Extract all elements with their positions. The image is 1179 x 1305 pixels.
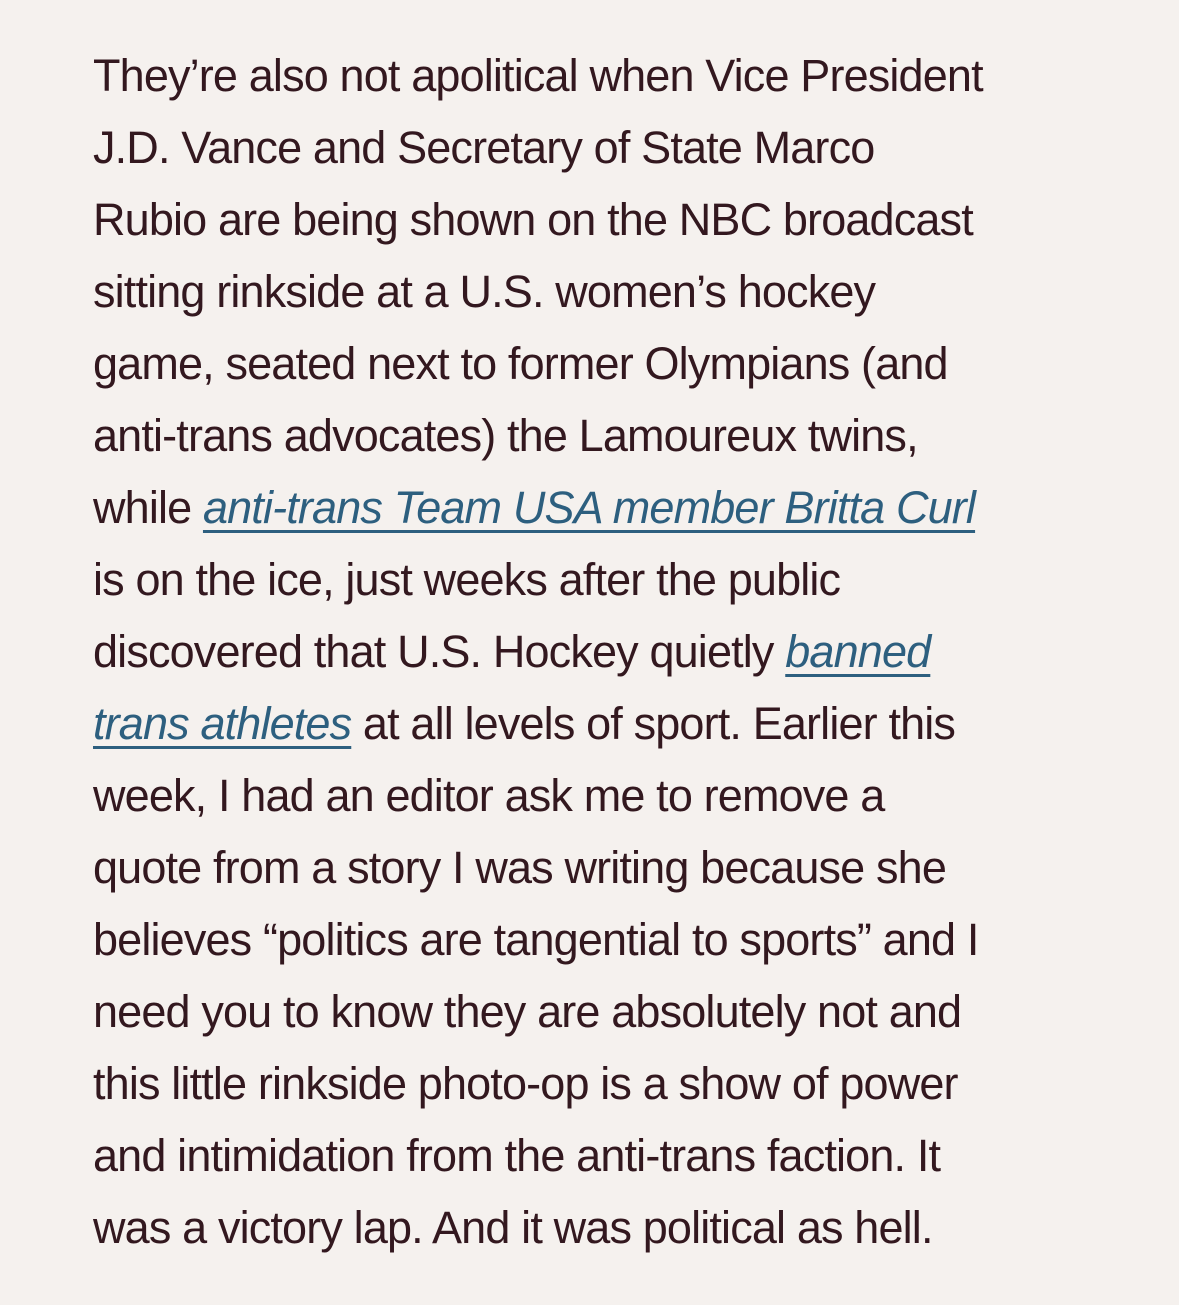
- text-line: [93, 832, 1179, 904]
- text-line: [93, 40, 1179, 112]
- text-segment: this little rinkside photo-op is a show of power: [93, 1058, 958, 1109]
- text-segment: while: [93, 482, 203, 533]
- text-segment: quote from a story I was writing because she: [93, 842, 947, 893]
- text-segment: week, I had an editor ask me to remove a: [93, 770, 885, 821]
- text-line: [93, 616, 1179, 688]
- text-line: [93, 904, 1179, 976]
- text-segment: Rubio are being shown on the NBC broadcast: [93, 194, 973, 245]
- banned-trans-athletes-link[interactable]: trans athletes: [93, 698, 352, 749]
- text-segment: sitting rinkside at a U.S. women’s hockey: [93, 266, 876, 317]
- text-segment: J.D. Vance and Secretary of State Marco: [93, 122, 875, 173]
- text-line: [93, 688, 1179, 760]
- text-line: [93, 1120, 1179, 1192]
- text-line: [93, 1192, 1179, 1264]
- text-line: [93, 328, 1179, 400]
- text-line: [93, 256, 1179, 328]
- text-line: [93, 184, 1179, 256]
- banned-trans-athletes-link[interactable]: banned: [785, 626, 931, 677]
- text-line: [93, 1048, 1179, 1120]
- text-segment: is on the ice, just weeks after the public: [93, 554, 841, 605]
- text-segment: and intimidation from the anti-trans faction. It: [93, 1130, 941, 1181]
- text-line: [93, 400, 1179, 472]
- text-segment: discovered that U.S. Hockey quietly: [93, 626, 786, 677]
- text-line: [93, 472, 1179, 544]
- text-segment: need you to know they are absolutely not and: [93, 986, 962, 1037]
- text-segment: at all levels of sport. Earlier this: [351, 698, 956, 749]
- text-segment: believes “politics are tangential to sports” and I: [93, 914, 979, 965]
- text-line: [93, 760, 1179, 832]
- text-segment: They’re also not apolitical when Vice President: [93, 50, 983, 101]
- paragraph: [93, 40, 1179, 1264]
- britta-curl-link[interactable]: anti-trans Team USA member Britta Curl: [202, 482, 976, 533]
- text-segment: anti-trans advocates) the Lamoureux twins,: [93, 410, 918, 461]
- text-line: [93, 112, 1179, 184]
- text-line: [93, 976, 1179, 1048]
- text-line: [93, 544, 1179, 616]
- text-segment: game, seated next to former Olympians (and: [93, 338, 948, 389]
- text-segment: was a victory lap. And it was political as hell.: [93, 1202, 933, 1253]
